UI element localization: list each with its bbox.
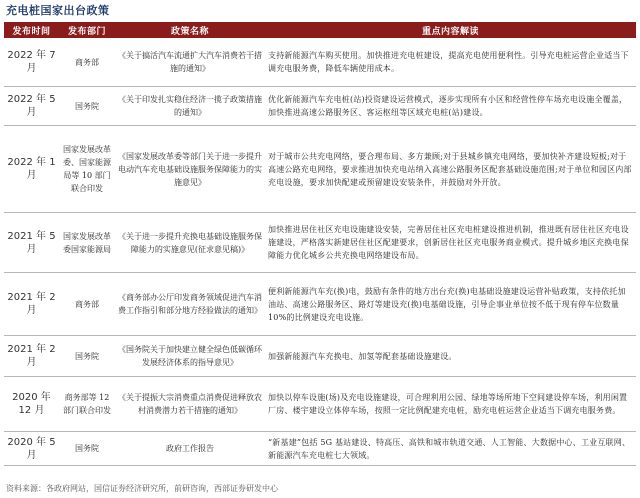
cell-dept: 国家发展改革委、国家能源局等 10 部门联合印发: [59, 126, 115, 213]
header-content: 重点内容解读: [265, 22, 636, 38]
source-note: 资料来源：各政府网站，国信证券经济研究所，前研咨询，西部证券研发中心: [6, 484, 278, 493]
cell-content: “新基建”包括 5G 基站建设、特高压、高铁和城市轨道交通、人工智能、大数据中心、工业互联网、新能源汽车充电桩七大领域。: [265, 432, 636, 466]
table-row: [4, 377, 636, 432]
table-row: [4, 336, 636, 377]
cell-date: 2020 年 5 月: [4, 432, 59, 466]
cell-dept: 商务部: [59, 38, 115, 87]
table-row: [4, 273, 636, 336]
cell-content: 支持新能源汽车购买使用。加快推进充电桩建设，提高充电使用便利性。引导充电桩运营企业适当下调充电服务费，降低车辆使用成本。: [265, 38, 636, 87]
cell-dept: 国务院: [59, 87, 115, 126]
table-title: 充电桩国家出台政策: [6, 4, 110, 17]
cell-dept: 国务院: [59, 432, 115, 466]
table-row: [4, 432, 636, 466]
header-policy-name: 政策名称: [115, 22, 265, 38]
cell-date: 2021 年 2 月: [4, 336, 59, 377]
cell-date: 2022 年 1 月: [4, 126, 59, 213]
cell-policy-name: 政府工作报告: [115, 432, 265, 466]
cell-policy-name: 《国务院关于加快建立健全绿色低碳循环发展经济体系的指导意见》: [115, 336, 265, 377]
header-date: 发布时间: [4, 22, 59, 38]
cell-date: 2021 年 5 月: [4, 213, 59, 273]
table-row: [4, 126, 636, 213]
cell-dept: 国务院: [59, 336, 115, 377]
table-header-row: [4, 22, 636, 38]
cell-content: 加快推进居住社区充电设施建设安装，完善居住社区充电桩建设推进机制，推进既有居住社区充电设施建设，严格落实新建居住社区配建要求，创新居住社区充电服务商业模式。提升城乡地区充换电保障能力优化城乡公共充换电网络建设布局。: [265, 213, 636, 273]
cell-content: 加快以停车设施(场)及充电设施建设，可合理利用公园、绿地等场所地下空间建设停车场，利用闲置厂房、楼宇建设立体停车场，按照一定比例配建充电桩，励充电桩运营企业适当下调充电服务费。: [265, 377, 636, 432]
cell-date: 2022 年 5 月: [4, 87, 59, 126]
cell-policy-name: 《关于进一步提升充换电基础设施服务保障能力的实施意见(征求意见稿)》: [115, 213, 265, 273]
cell-dept: 商务部: [59, 273, 115, 336]
cell-content: 加强新能源汽车充换电、加氢等配套基础设施建设。: [265, 336, 636, 377]
cell-dept: 国家发展改革委国家能源局: [59, 213, 115, 273]
table-row: [4, 38, 636, 87]
cell-date: 2020 年 12 月: [4, 377, 59, 432]
policy-table: [4, 22, 636, 466]
cell-content: 对于城市公共充电网络，要合理布局、多方兼顾;对于县城乡镇充电网络，要加快补齐建设短板;对于高速公路充电网络，要求推进加快充电站纳入高速公路服务区配套基础设施范围;对于单位和园区内部充电设施，要求加快配建或预留建设安装条件，并鼓励对外开放。: [265, 126, 636, 213]
table-row: [4, 213, 636, 273]
cell-date: 2021 年 2 月: [4, 273, 59, 336]
cell-policy-name: 《商务部办公厅印发商务领域促进汽车消费工作指引和部分地方经验做法的通知》: [115, 273, 265, 336]
cell-content: 优化新能源汽车充电桩(站)投资建设运营模式，逐步实现所有小区和经营性停车场充电设施全覆盖，加快推进高速公路服务区、客运枢纽等区域充电桩(站)建设。: [265, 87, 636, 126]
header-dept: 发布部门: [59, 22, 115, 38]
cell-date: 2022 年 7 月: [4, 38, 59, 87]
cell-policy-name: 《关于印发扎实稳住经济一揽子政策措施的通知》: [115, 87, 265, 126]
cell-policy-name: 《关于搞活汽车流通扩大汽车消费若干措施的通知》: [115, 38, 265, 87]
cell-policy-name: 《关于提振大宗消费重点消费促进释放农村消费潜力若干措施的通知》: [115, 377, 265, 432]
table-row: [4, 87, 636, 126]
cell-policy-name: 《国家发展改革委等部门关于进一步提升电动汽车充电基础设施服务保障能力的实施意见》: [115, 126, 265, 213]
cell-dept: 商务部等 12 部门联合印发: [59, 377, 115, 432]
cell-content: 便利新能源汽车充(换)电，鼓励有条件的地方出台充(换)电基础设施建设运营补贴政策，支持依托加油站、高速公路服务区、路灯等建设充(换)电基础设施，引导企事业单位按不低于现有停车位数量 10%的比例建设充电设施。: [265, 273, 636, 336]
